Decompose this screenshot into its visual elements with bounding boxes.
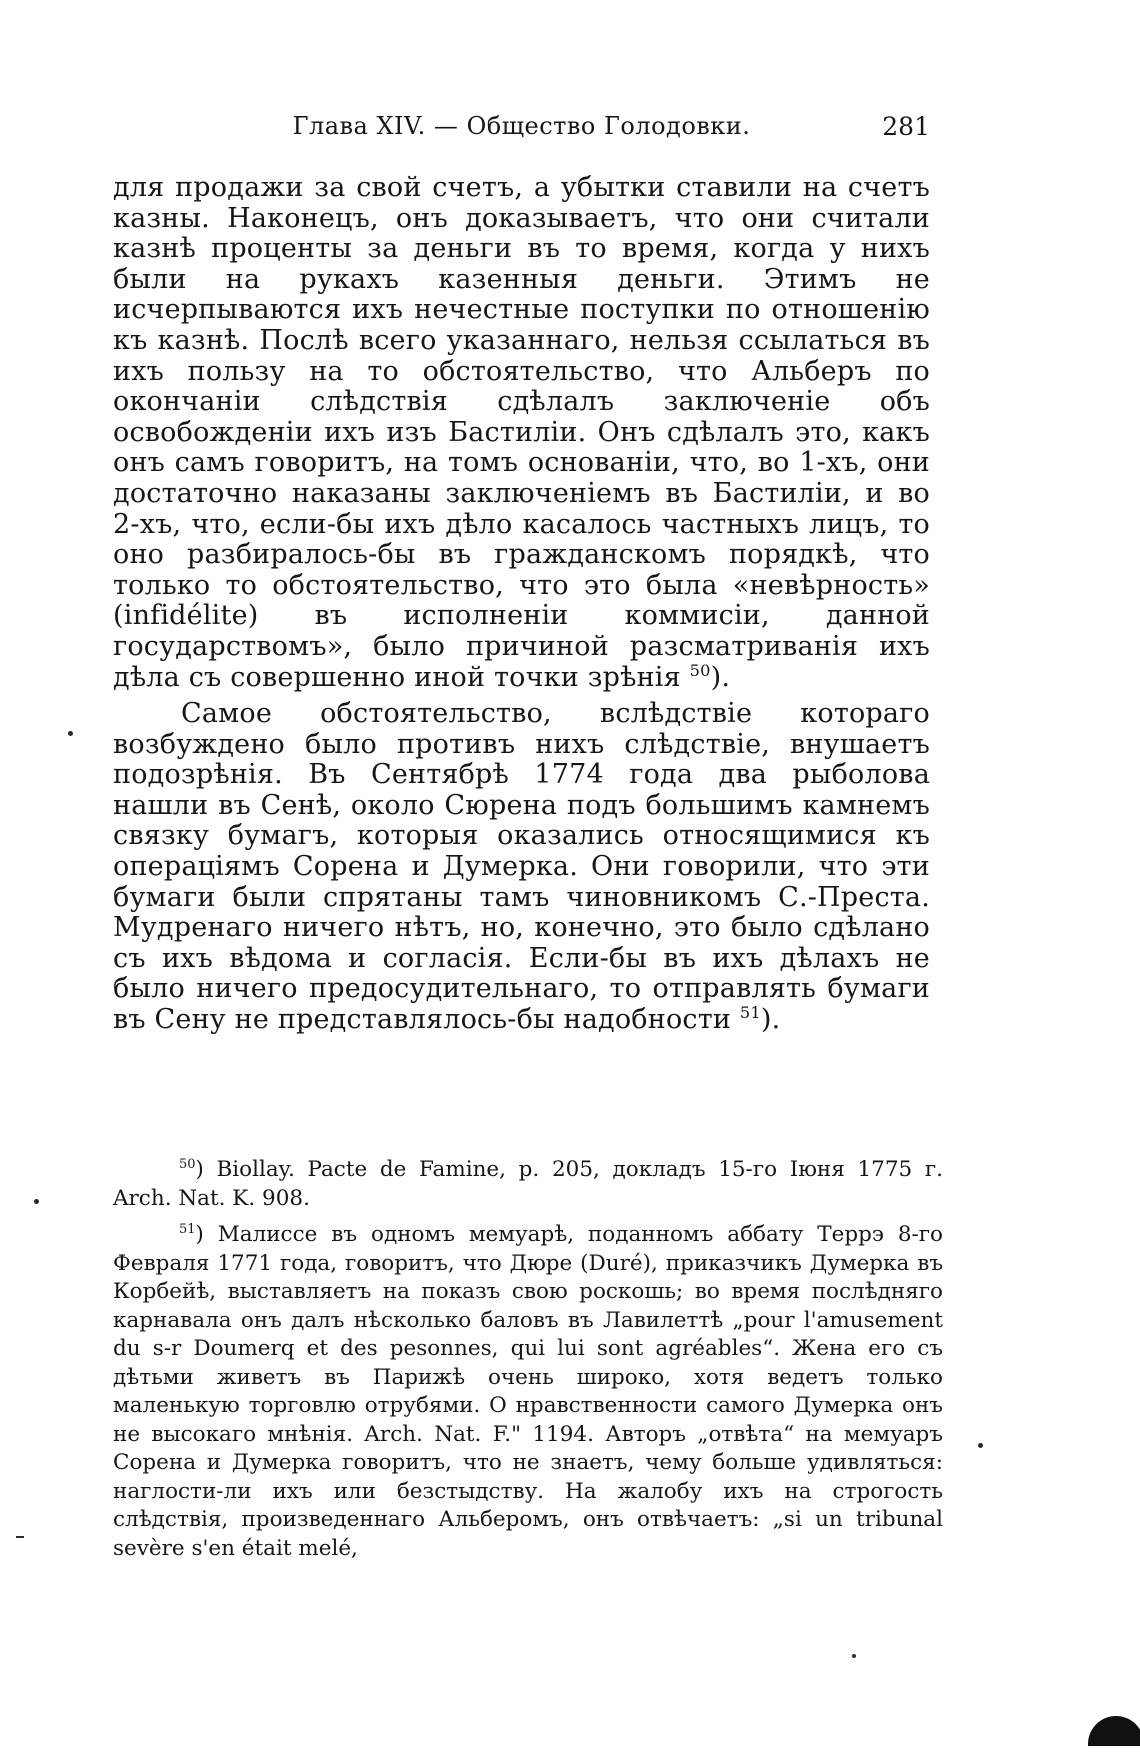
footnote-51-text: ) Малиссе въ одномъ мемуарѣ, поданномъ аббату Террэ 8-го Февраля 1771 года, говоритъ, что Дюре (Duré), приказчикъ Думерка въ Корбейѣ, выставляетъ на показъ свою роскошь; во время послѣдняго карнавала онъ далъ нѣсколько баловъ въ Лавилеттѣ „pour l'amusement du s-r Doumerq et des pesonnes, qui lui sont agréables“. Жена его съ дѣтьми живетъ въ Парижѣ очень широко, хотя ведетъ только маленькую торговлю отрубями. О нравственности самого Думерка онъ не высокаго мнѣнія. Arch. Nat. F." 1194. Авторъ „отвѣта“ на мемуаръ Сорена и Думерка говоритъ, что не знаетъ, чему больше удивляться: наглости-ли ихъ или безстыдству. На жалобу ихъ на строгость слѣдствія, произведеннаго Альберомъ, онъ отвѣчаетъ: „si un tribunal sevère s'en était melé,: [113, 1222, 943, 1561]
footnote-51: [113, 1221, 943, 1563]
margin-dot-left-2: [34, 1199, 39, 1204]
paragraph-2: [113, 699, 930, 1036]
margin-dot-bottom: [852, 1654, 856, 1658]
paragraph-1: [113, 173, 930, 693]
margin-dot-right: [978, 1443, 983, 1448]
page-number: 281: [882, 112, 930, 141]
running-head: [113, 100, 930, 150]
footnote-51-marker: 51: [179, 1221, 196, 1237]
footnote-ref-50: 50: [689, 660, 711, 680]
paragraph-1-text: для продажи за свой счетъ, а убытки ставили на счетъ казны. Наконецъ, онъ доказываетъ, что они считали казнѣ проценты за деньги въ то время, когда у нихъ были на рукахъ казенныя деньги. Этимъ не исчерпываются ихъ нечестные поступки по отношенію къ казнѣ. Послѣ всего указаннаго, нельзя ссылаться въ ихъ пользу на то обстоятельство, что Альберъ по окончаніи слѣдствія сдѣлалъ заключеніе объ освобожденіи ихъ изъ Бастиліи. Онъ сдѣлалъ это, какъ онъ самъ говоритъ, на томъ основаніи, что, во 1-хъ, они достаточно наказаны заключеніемъ въ Бастиліи, и во 2-хъ, что, если-бы ихъ дѣло касалось частныхъ лицъ, то оно разбиралось-бы въ гражданскомъ порядкѣ, что только то обстоятельство, что это была «невѣрность» (infidélite) въ исполненіи коммисіи, данной государствомъ», было причиной разсматриванія ихъ дѣла съ совершенно иной точки зрѣнія: [113, 172, 930, 693]
chapter-title: Глава XIV. — Общество Голодовки.: [292, 112, 751, 140]
margin-dot-left-1: [68, 731, 73, 736]
footnote-50-text: ) Biollay. Pacte de Famine, p. 205, докладъ 15-го Іюня 1775 г. Arch. Nat. K. 908.: [113, 1157, 943, 1211]
paragraph-2-closing: ).: [760, 1004, 781, 1036]
margin-dash-left: [16, 1536, 24, 1538]
footnote-50-marker: 50: [179, 1156, 196, 1172]
footnotes: [113, 1156, 943, 1571]
paragraph-1-closing: ).: [710, 661, 731, 693]
main-text: [113, 173, 930, 1036]
footnote-50: [113, 1156, 943, 1213]
ink-blot: [1088, 1716, 1140, 1746]
paragraph-2-text: Самое обстоятельство, вслѣдствіе котораго возбуждено было противъ нихъ слѣдствіе, внушаетъ подозрѣнія. Въ Сентябрѣ 1774 года два рыболова нашли въ Сенѣ, около Сюрена подъ большимъ камнемъ связку бумагъ, которыя оказались относящимися къ операціямъ Сорена и Думерка. Они говорили, что эти бумаги были спрятаны тамъ чиновникомъ С.-Преста. Мудренаго ничего нѣтъ, но, конечно, это было сдѣлано съ ихъ вѣдома и согласія. Если-бы въ ихъ дѣлахъ не было ничего предосудительнаго, то отправлять бумаги въ Сену не представлялось-бы надобности: [113, 698, 930, 1036]
footnote-ref-51: 51: [739, 1003, 761, 1023]
